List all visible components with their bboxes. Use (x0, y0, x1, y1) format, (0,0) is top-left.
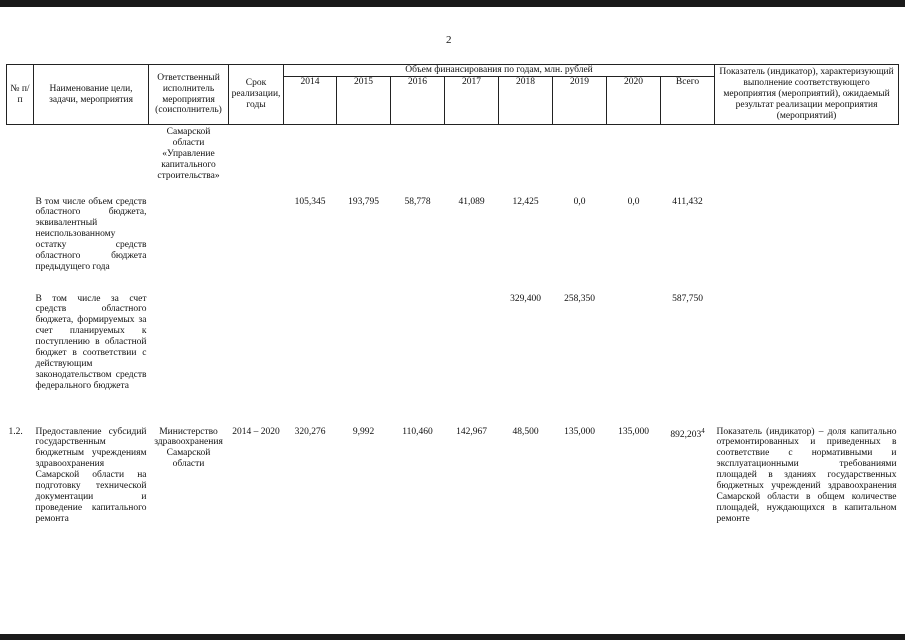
row-value: 329,400 (510, 293, 541, 304)
row-value (284, 294, 337, 427)
col-header-num: № п/п (7, 65, 34, 125)
row-value: 135,000 (564, 426, 595, 437)
col-header-period: Срок реализации, годы (229, 65, 284, 125)
row-value: 110,460 (402, 426, 433, 437)
row-period (229, 294, 284, 427)
row-total: 411,432 (672, 196, 703, 207)
row-num (7, 197, 34, 294)
row-value (445, 125, 499, 197)
row-period (229, 197, 284, 294)
row-value: 135,000 (618, 426, 649, 437)
col-header-funding: Объем финансирования по годам, млн. рублей (284, 65, 715, 77)
row-value: 48,500 (512, 426, 539, 437)
row-name: В том числе за счет средств областного бюджета, формируемых за счет планируемых к поступлению в областной бюджет в соответствии с действующим законодательством средств федерального бюджета (35, 293, 147, 391)
row-num: 1.2. (8, 426, 23, 437)
row-value (499, 125, 553, 197)
page-number: 2 (446, 34, 452, 46)
col-header-year: 2015 (337, 77, 391, 125)
row-name: Предоставление субсидий государственным бюджетным учреждениям здравоохранения Самарской области на подготовку технической документации и проведение капитального ремонта (35, 426, 147, 524)
row-indicator: Показатель (индикатор) – доля капитально отремонтированных и приведенных в соответствие с нормативными и эксплуатационными требованиями площадей в зданиях государственных бюджетных учреждений здравоохранения Самарской области в общем количестве площадей, нуждающихся в капитальном ремонте (716, 426, 897, 524)
col-header-year: 2017 (445, 77, 499, 125)
row-value (391, 125, 445, 197)
footnote-mark: 4 (701, 426, 705, 435)
row-num (7, 125, 34, 197)
row-executor: Самарской области «Управление капитального строительства» (157, 127, 220, 181)
row-value (445, 294, 499, 427)
row-value (284, 125, 337, 197)
col-header-total: Всего (661, 77, 715, 125)
col-header-executor: Ответственный исполнитель мероприятия (соисполнитель) (149, 65, 229, 125)
row-executor: Министерство здравоохранения Самарской области (154, 426, 223, 470)
header-row-top (7, 65, 899, 77)
program-table (6, 64, 899, 577)
row-value (391, 294, 445, 427)
row-num (7, 294, 34, 427)
top-scan-border (0, 0, 905, 7)
col-header-indicator: Показатель (индикатор), характеризующий выполнение соответствующего мероприятия (мероприятий), ожидаемый результат реализации мероприятия (мероприятий) (715, 65, 899, 125)
row-period: 2014 – 2020 (232, 426, 280, 437)
row-value: 320,276 (294, 426, 326, 437)
row-indicator (715, 125, 899, 197)
row-value: 142,967 (456, 426, 487, 437)
table-row (7, 197, 899, 294)
row-value (607, 294, 661, 427)
row-indicator (715, 294, 899, 427)
row-total (661, 427, 715, 577)
row-period (229, 125, 284, 197)
row-value: 258,350 (564, 293, 595, 304)
row-value: 9,992 (352, 426, 375, 437)
row-value: 105,345 (294, 196, 326, 207)
row-value (553, 125, 607, 197)
row-indicator (715, 197, 899, 294)
row-value (337, 125, 391, 197)
row-value (607, 125, 661, 197)
col-header-year: 2020 (607, 77, 661, 125)
row-value: 58,778 (404, 196, 431, 207)
row-name: В том числе объем средств областного бюджета, эквивалентный неиспользованному остатку средств областного бюджета предыдущего года (35, 196, 147, 273)
row-value: 41,089 (458, 196, 485, 207)
row-executor (149, 294, 229, 427)
row-value: 0,0 (573, 196, 586, 207)
total-value: 892,203 (670, 429, 702, 440)
col-header-name: Наименование цели, задачи, мероприятия (34, 65, 149, 125)
table-row (7, 427, 899, 577)
row-value: 12,425 (512, 196, 539, 207)
bottom-scan-border (0, 634, 905, 640)
row-value (337, 294, 391, 427)
col-header-year: 2014 (284, 77, 337, 125)
row-value: 193,795 (348, 196, 379, 207)
table-row (7, 125, 899, 197)
row-name (34, 125, 149, 197)
table-row (7, 294, 899, 427)
col-header-year: 2018 (499, 77, 553, 125)
col-header-year: 2019 (553, 77, 607, 125)
col-header-year: 2016 (391, 77, 445, 125)
row-total (661, 125, 715, 197)
row-total: 587,750 (672, 293, 703, 304)
row-value: 0,0 (627, 196, 640, 207)
row-executor (149, 197, 229, 294)
